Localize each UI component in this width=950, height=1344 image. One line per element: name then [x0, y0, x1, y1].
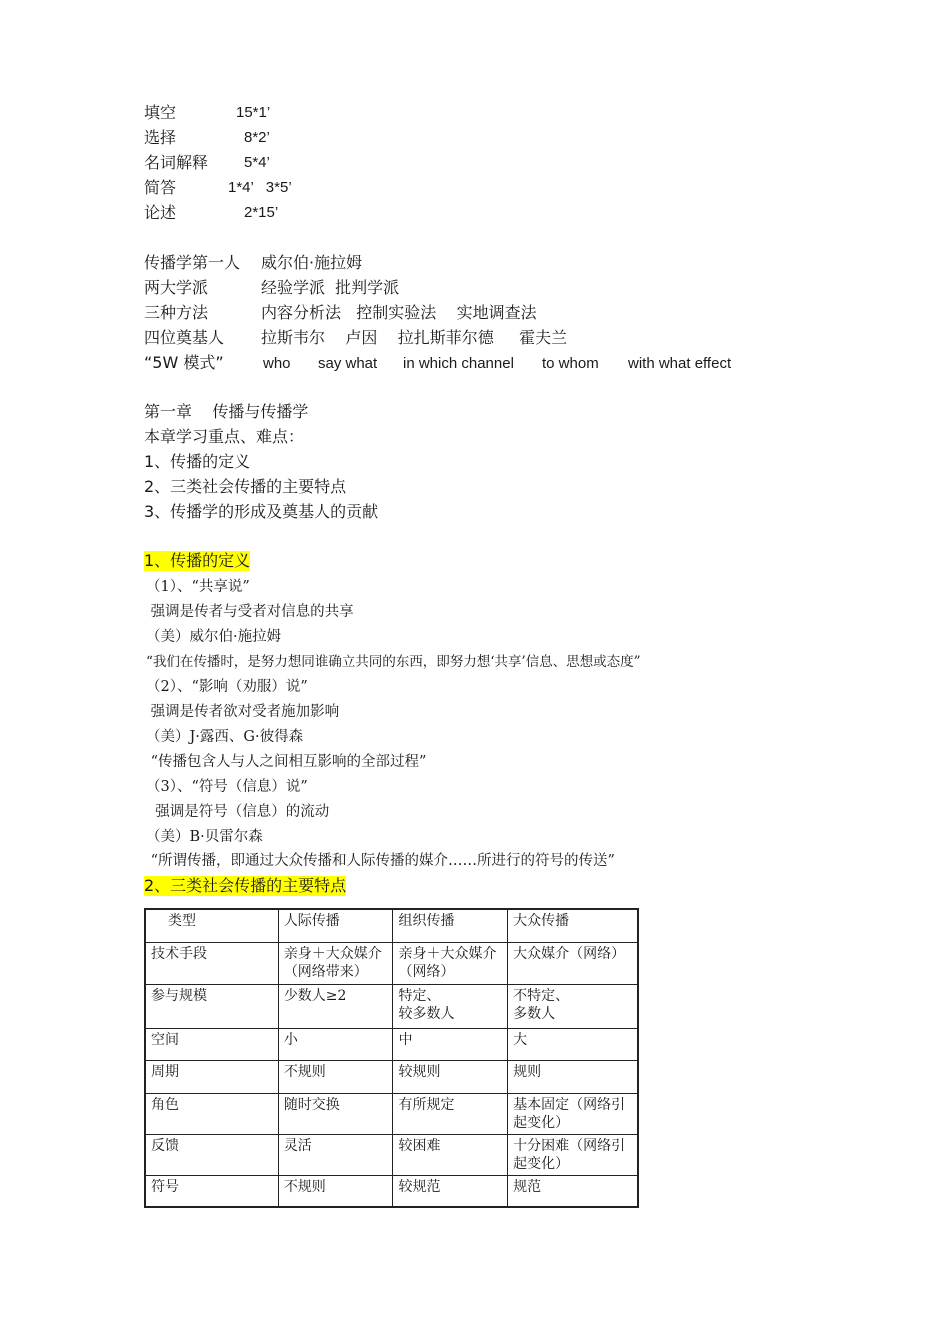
fact-value: 威尔伯·施拉姆	[261, 253, 363, 272]
section-heading: 2、三类社会传播的主要特点	[144, 876, 347, 895]
table-cell: 特定、 较多数人	[393, 984, 508, 1028]
exam-type: 论述	[144, 203, 177, 222]
table-row	[145, 1093, 638, 1134]
table-cell: 较困难	[393, 1134, 508, 1175]
table-header: 大众传播	[508, 909, 638, 942]
table-cell: 少数人≥2	[278, 984, 393, 1028]
definition-line: （美）B·贝雷尔森	[146, 829, 263, 845]
fact-value: 拉斯韦尔 卢因 拉扎斯菲尔德 霍夫兰	[261, 328, 568, 347]
table-row	[145, 942, 638, 984]
table-cell: 符号	[145, 1175, 278, 1207]
table-cell: 较规范	[393, 1175, 508, 1207]
exam-score: 1*4’ 3*5’	[228, 179, 292, 196]
exam-score: 2*15’	[244, 204, 279, 221]
exam-score: 15*1’	[236, 104, 271, 121]
table-cell: 基本固定（网络引起变化）	[508, 1093, 638, 1134]
focus-point: 1、传播的定义	[144, 452, 251, 471]
definition-line: （1）、“共享说”	[146, 579, 250, 595]
exam-type: 名词解释	[144, 153, 209, 172]
table-cell: 规范	[508, 1175, 638, 1207]
fact-label: 三种方法	[144, 303, 209, 322]
table-cell: 不特定、 多数人	[508, 984, 638, 1028]
table-cell: 亲身＋大众媒介（网络带来）	[278, 942, 393, 984]
table-cell: 大众媒介（网络）	[508, 942, 638, 984]
table-header-row	[145, 909, 638, 942]
table-cell: 有所规定	[393, 1093, 508, 1134]
five-w-item: with what effect	[628, 355, 732, 372]
table-cell: 反馈	[145, 1134, 278, 1175]
definition-line: （美）威尔伯·施拉姆	[146, 629, 282, 645]
exam-type: 填空	[144, 103, 177, 122]
table-cell: 灵活	[278, 1134, 393, 1175]
table-row	[145, 1028, 638, 1060]
section-heading: 1、传播的定义	[144, 551, 251, 570]
table-cell: 角色	[145, 1093, 278, 1134]
exam-type: 选择	[144, 128, 177, 147]
focus-point: 3、传播学的形成及奠基人的贡献	[144, 502, 379, 521]
table-cell: 亲身＋大众媒介（网络）	[393, 942, 508, 984]
table-row	[145, 1175, 638, 1207]
table-cell: 周期	[145, 1060, 278, 1093]
table-cell: 中	[393, 1028, 508, 1060]
chapter-title: 第一章 传播与传播学	[144, 402, 309, 421]
five-w-item: say what	[318, 355, 378, 372]
exam-type: 简答	[144, 178, 177, 197]
table-cell: 不规则	[278, 1060, 393, 1093]
table-cell: 不规则	[278, 1175, 393, 1207]
exam-score: 5*4’	[244, 154, 270, 171]
table-cell: 技术手段	[145, 942, 278, 984]
five-w-item: in which channel	[403, 355, 514, 372]
table-row	[145, 1134, 638, 1175]
table-cell: 小	[278, 1028, 393, 1060]
table-header: 人际传播	[278, 909, 393, 942]
focus-point: 2、三类社会传播的主要特点	[144, 477, 347, 496]
table-row	[145, 1060, 638, 1093]
definition-line: （3）、“符号（信息）说”	[146, 779, 308, 795]
definition-line: 强调是传者与受者对信息的共享	[146, 604, 354, 620]
table-header: 类型	[145, 909, 278, 942]
table-cell: 规则	[508, 1060, 638, 1093]
definition-line: “我们在传播时，是努力想同谁确立共同的东西，即努力想‘共享’信息、思想或态度”	[146, 654, 641, 670]
definition-line: “所谓传播，即通过大众传播和人际传播的媒介……所进行的符号的传送”	[146, 853, 615, 869]
five-w-label: “5W 模式”	[144, 353, 224, 372]
table-cell: 参与规模	[145, 984, 278, 1028]
fact-label: 传播学第一人	[144, 253, 241, 272]
table-cell: 较规则	[393, 1060, 508, 1093]
table-cell: 随时交换	[278, 1093, 393, 1134]
five-w-item: who	[263, 355, 291, 372]
definition-line: 强调是传者欲对受者施加影响	[146, 704, 340, 720]
table-cell: 十分困难（网络引起变化）	[508, 1134, 638, 1175]
fact-value: 内容分析法 控制实验法 实地调查法	[261, 303, 537, 322]
focus-heading: 本章学习重点、难点：	[144, 427, 305, 446]
definition-line: （美）J·露西、G·彼得森	[146, 729, 304, 745]
exam-score: 8*2’	[244, 129, 270, 146]
comparison-table	[144, 908, 639, 1208]
fact-label: 四位奠基人	[144, 328, 225, 347]
table-cell: 空间	[145, 1028, 278, 1060]
table-cell: 大	[508, 1028, 638, 1060]
fact-value: 经验学派 批判学派	[261, 278, 400, 297]
table-header: 组织传播	[393, 909, 508, 942]
five-w-item: to whom	[542, 355, 599, 372]
definition-line: “传播包含人与人之间相互影响的全部过程”	[146, 754, 427, 770]
table-row	[145, 984, 638, 1028]
definition-line: （2）、“影响（劝服）说”	[146, 679, 308, 695]
definition-line: 强调是符号（信息）的流动	[146, 804, 330, 820]
fact-label: 两大学派	[144, 278, 209, 297]
